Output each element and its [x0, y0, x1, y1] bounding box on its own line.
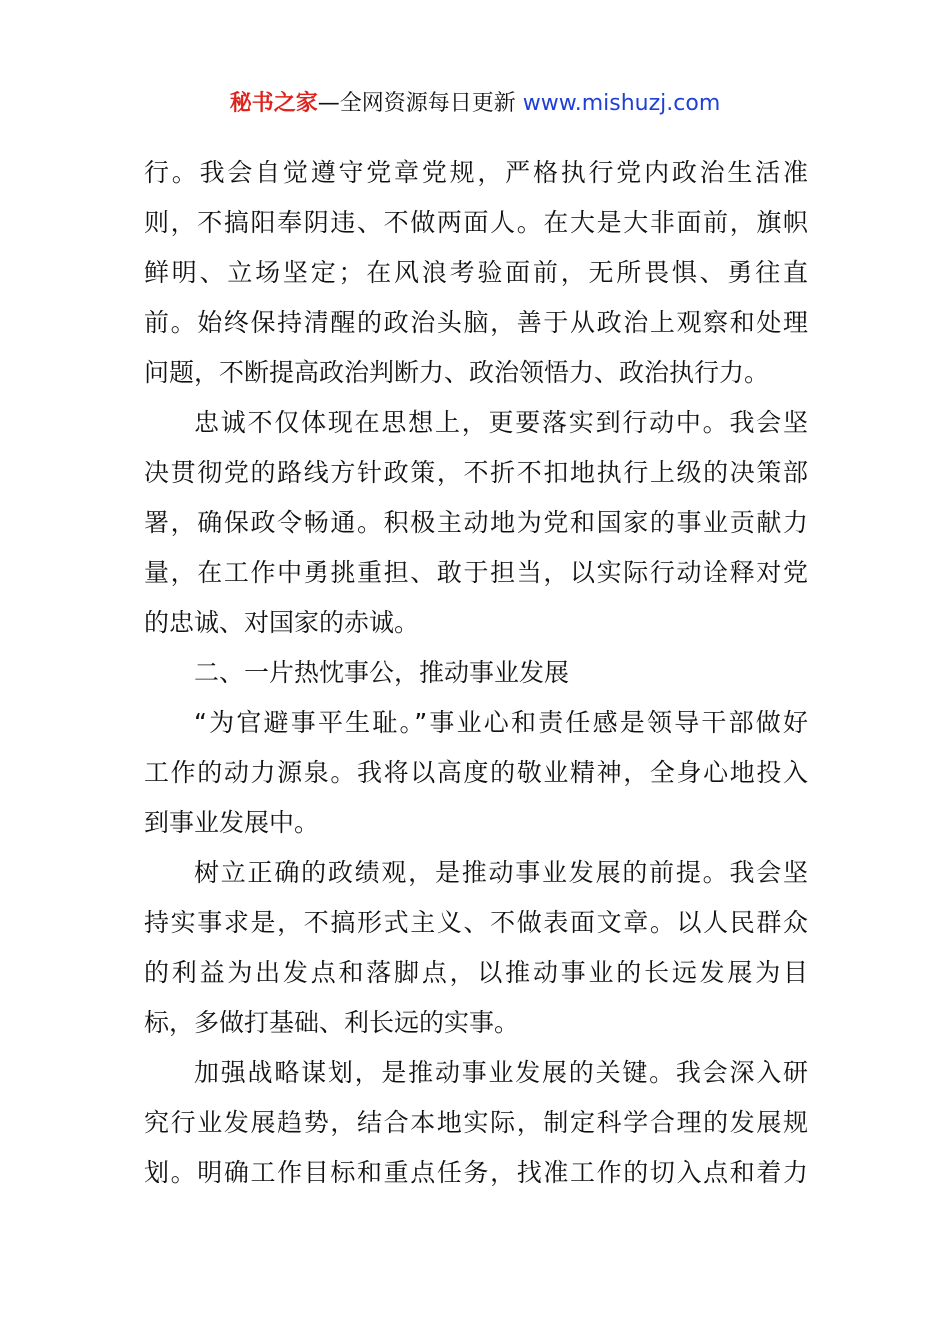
- text-line: 的利益为出发点和落脚点，以推动事业的长远发展为目: [144, 958, 808, 987]
- text-line: 树立正确的政绩观，是推动事业发展的前提。我会坚: [194, 858, 808, 887]
- header-tagline: —全网资源每日更新: [317, 91, 523, 116]
- text-line: 加强战略谋划，是推动事业发展的关键。我会深入研: [194, 1058, 808, 1087]
- text-line: 划。明确工作目标和重点任务，找准工作的切入点和着力: [144, 1158, 808, 1187]
- text-line: “为官避事平生耻。”事业心和责任感是领导干部做好: [194, 708, 808, 737]
- text-line: 则，不搞阳奉阴违、不做两面人。在大是大非面前，旗帜: [144, 208, 808, 237]
- text-line: 究行业发展趋势，结合本地实际，制定科学合理的发展规: [144, 1108, 808, 1137]
- section-heading: 二、一片热忱事公，推动事业发展: [194, 658, 570, 687]
- text-line: 鲜明、立场坚定；在风浪考验面前，无所畏惧、勇往直: [144, 258, 808, 287]
- page-header: [0, 88, 950, 120]
- site-url-link[interactable]: www.mishuzj.com: [522, 91, 721, 116]
- text-line: 决贯彻党的路线方针政策，不折不扣地执行上级的决策部: [144, 458, 808, 487]
- text-line: 问题，不断提高政治判断力、政治领悟力、政治执行力。: [144, 358, 770, 387]
- text-line: 标，多做打基础、利长远的实事。: [144, 1008, 520, 1037]
- text-line: 署，确保政令畅通。积极主动地为党和国家的事业贡献力: [144, 508, 808, 537]
- text-line: 的忠诚、对国家的赤诚。: [144, 608, 420, 637]
- text-line: 到事业发展中。: [144, 808, 320, 837]
- text-line: 持实事求是，不搞形式主义、不做表面文章。以人民群众: [144, 908, 808, 937]
- brand-name: 秘书之家: [229, 91, 318, 116]
- document-body: [144, 148, 808, 1198]
- text-line: 工作的动力源泉。我将以高度的敬业精神，全身心地投入: [144, 758, 808, 787]
- text-line: 前。始终保持清醒的政治头脑，善于从政治上观察和处理: [144, 308, 808, 337]
- text-line: 行。我会自觉遵守党章党规，严格执行党内政治生活准: [144, 158, 808, 187]
- text-line: 量，在工作中勇挑重担、敢于担当，以实际行动诠释对党: [144, 558, 808, 587]
- text-line: 忠诚不仅体现在思想上，更要落实到行动中。我会坚: [194, 408, 808, 437]
